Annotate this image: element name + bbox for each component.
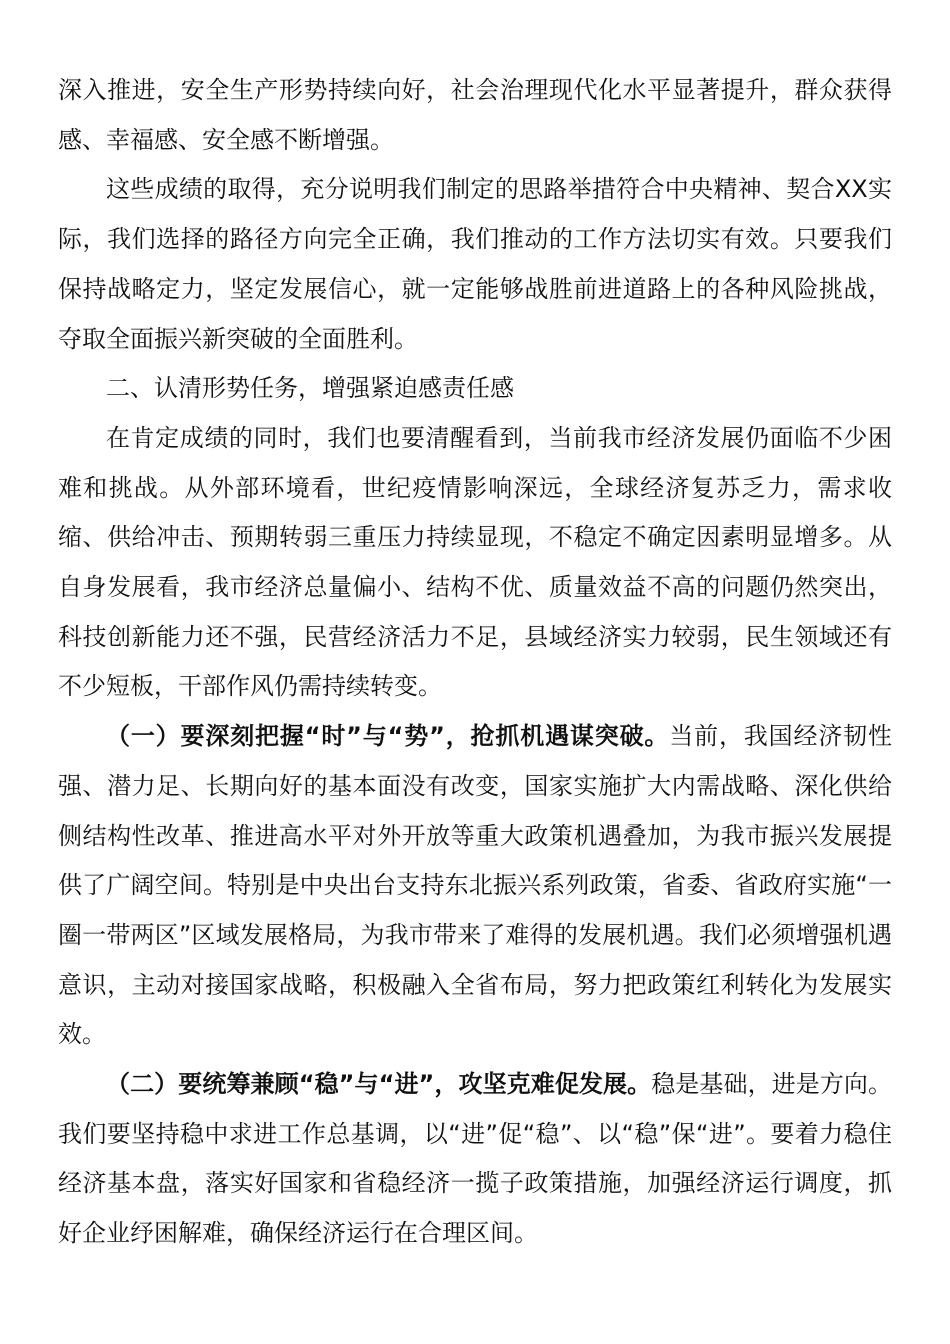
point-two-paragraph [58,1060,892,1259]
point-two-body: 稳是基础，进是方向。我们要坚持稳中求进工作总基调，以“进”促“稳”、以“稳”保“进”。要着力稳住经济基本盘，落实好国家和省稳经济一揽子政策措施，加强经济运行调度，抓好企业纾困解难，确保经济运行在合理区间。 [58,1070,893,1248]
section-two-heading: 二、认清形势任务，增强紧迫感责任感 [106,374,514,403]
point-one-paragraph [58,712,892,1060]
point-one-title: （一）要深刻把握“时”与“势”，抢抓机遇谋突破。 [106,722,670,751]
paragraph-continued: 深入推进，安全生产形势持续向好，社会治理现代化水平显著提升，群众获得感、幸福感、安全感不断增强。 [58,76,892,154]
point-two-title: （二）要统筹兼顾“稳”与“进”，攻坚克难促发展。 [106,1070,652,1099]
point-one-body: 当前，我国经济韧性强、潜力足、长期向好的基本面没有改变，国家实施扩大内需战略、深化供给侧结构性改革、推进高水平对外开放等重大政策机遇叠加，为我市振兴发展提供了广阔空间。特别是中央出台支持东北振兴系列政策，省委、省政府实施“一圈一带两区”区域发展格局，为我市带来了难得的发展机遇。我们必须增强机遇意识，主动对接国家战略，积极融入全省布局，努力把政策红利转化为发展实效。 [58,722,893,1049]
paragraph-achievements: 这些成绩的取得，充分说明我们制定的思路举措符合中央精神、契合XX实际，我们选择的路径方向完全正确，我们推动的工作方法切实有效。只要我们保持战略定力，坚定发展信心，就一定能够战胜前进道路上的各种风险挑战，夺取全面振兴新突破的全面胜利。 [58,175,892,353]
document-page [58,66,892,1259]
paragraph-challenges: 在肯定成绩的同时，我们也要清醒看到，当前我市经济发展仍面临不少困难和挑战。从外部环境看，世纪疫情影响深远，全球经济复苏乏力，需求收缩、供给冲击、预期转弱三重压力持续显现，不稳定不确定因素明显增多。从自身发展看，我市经济总量偏小、结构不优、质量效益不高的问题仍然突出，科技创新能力还不强，民营经济活力不足，县域经济实力较弱，民生领域还有不少短板，干部作风仍需持续转变。 [58,423,892,701]
